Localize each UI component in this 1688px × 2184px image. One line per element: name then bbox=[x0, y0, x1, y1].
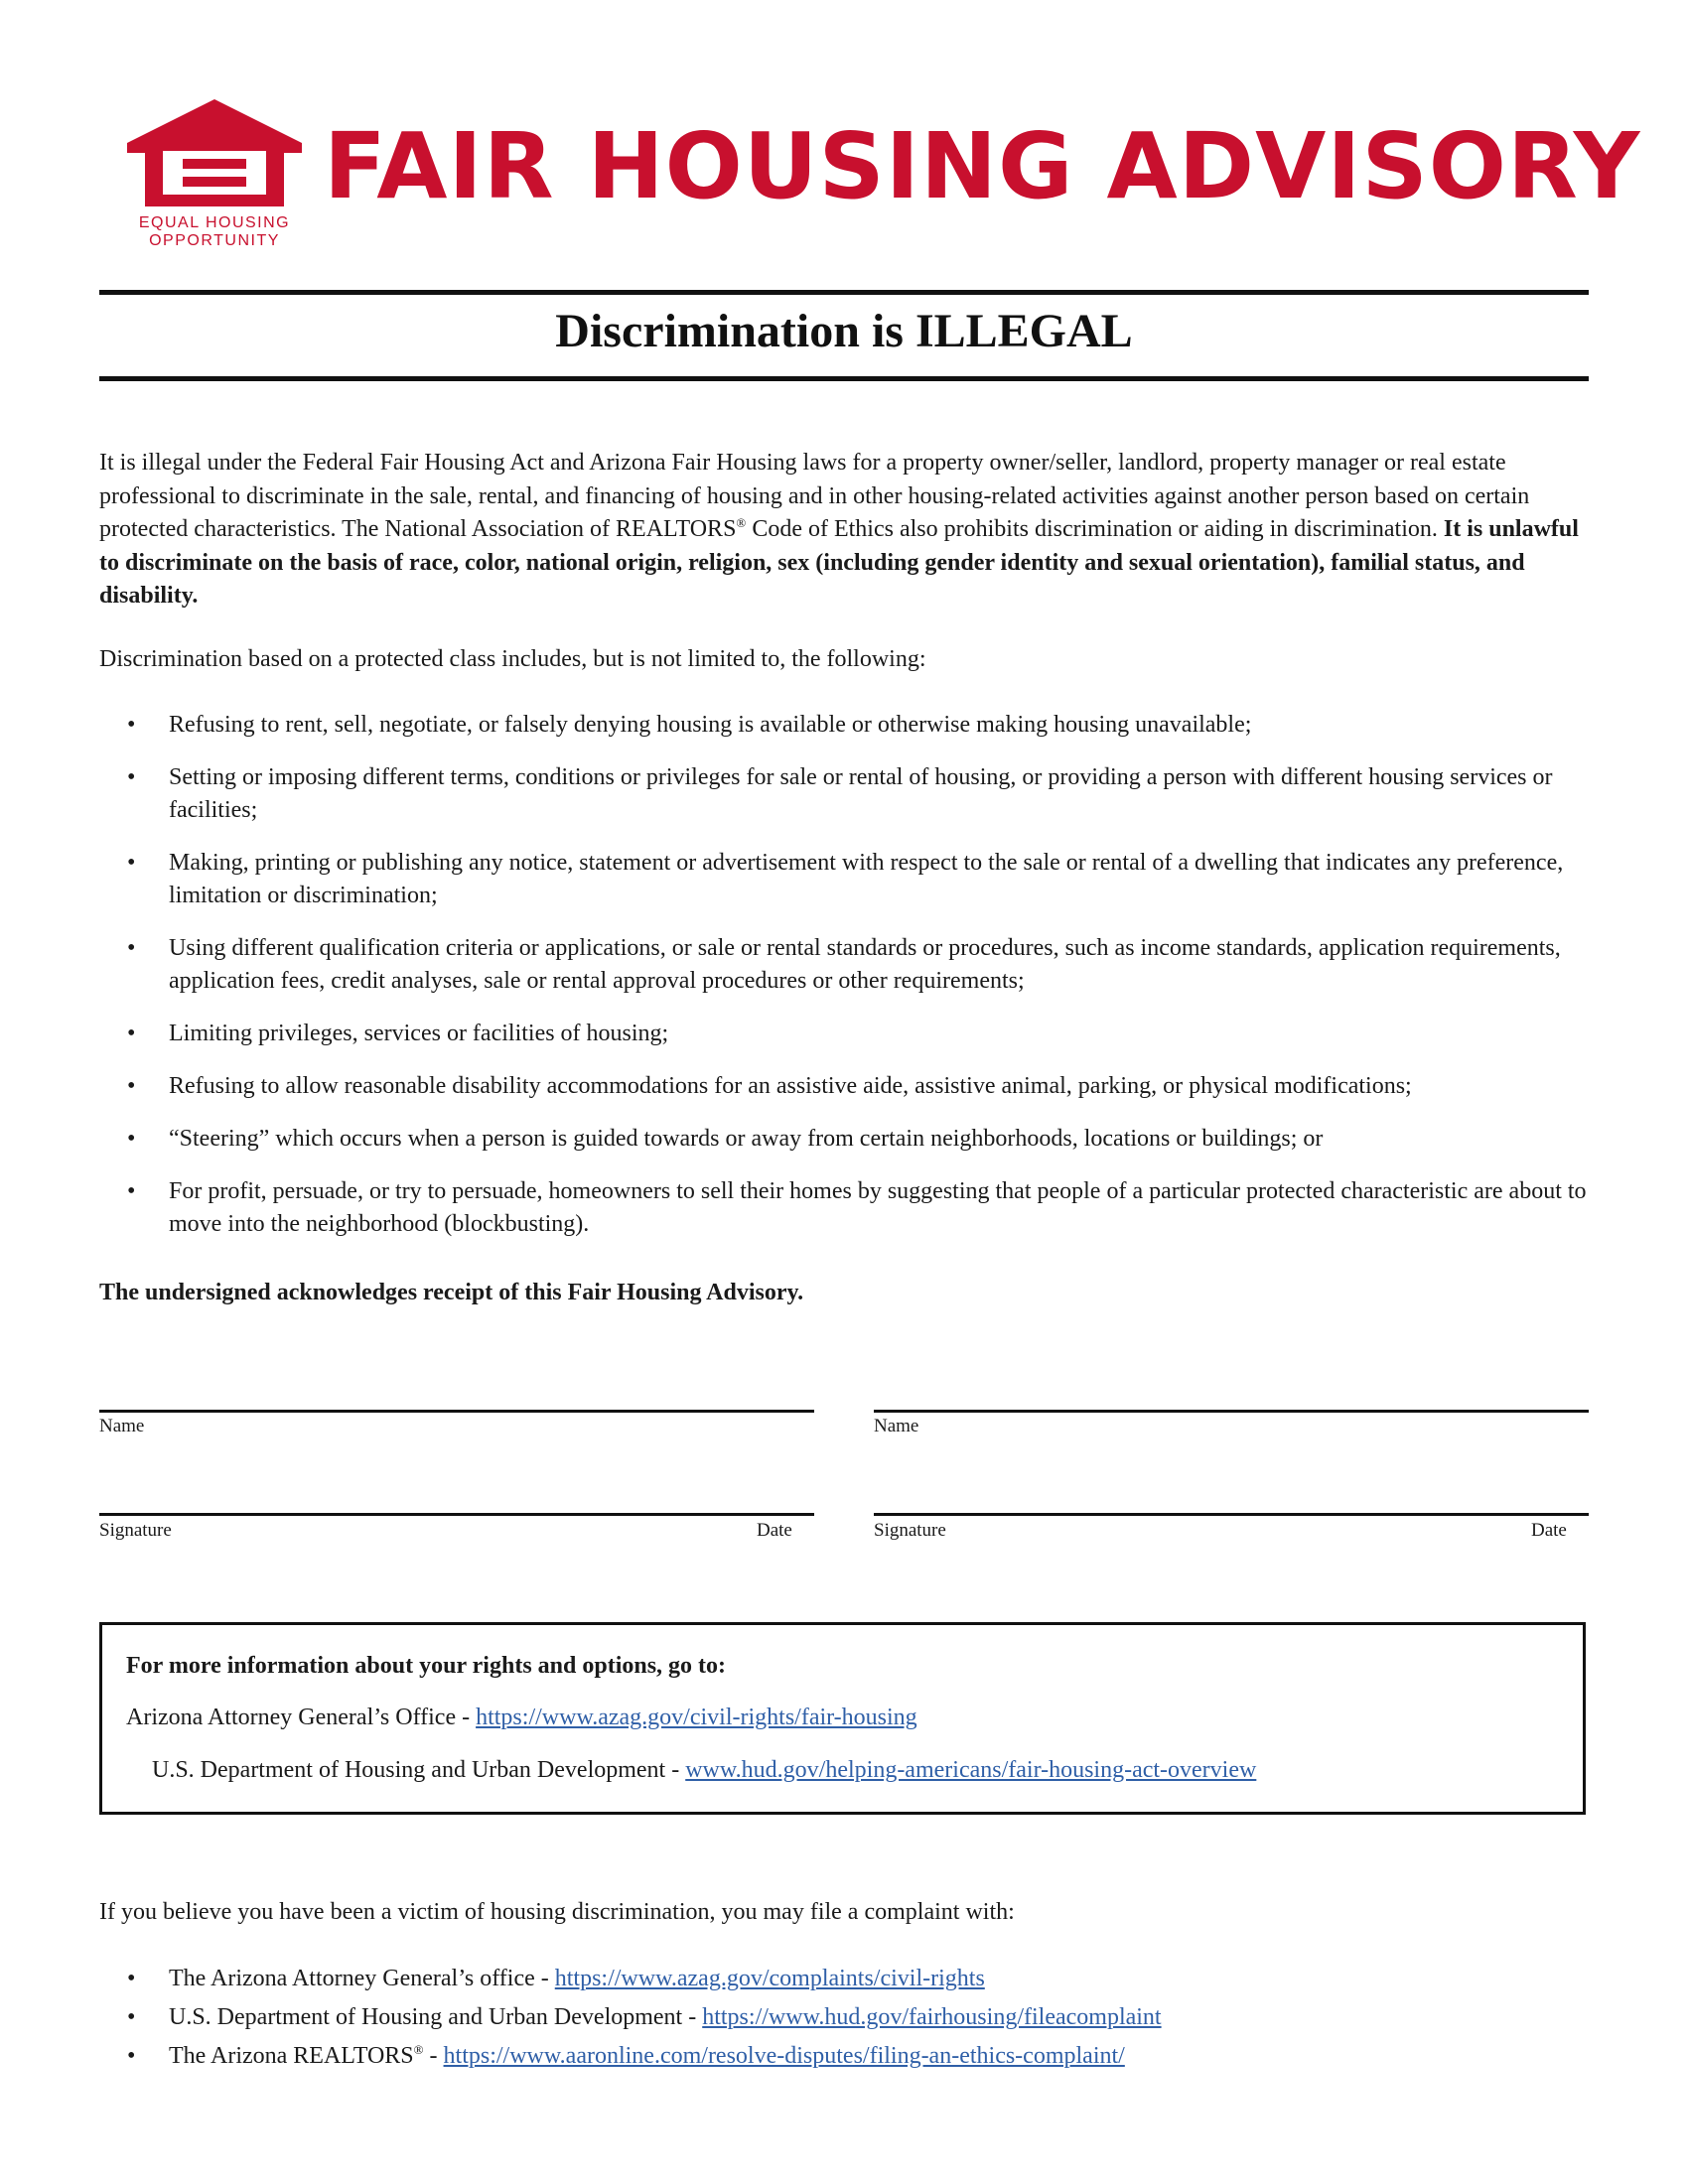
info-az-link[interactable]: https://www.azag.gov/civil-rights/fair-housing bbox=[476, 1705, 917, 1730]
complaint-label: U.S. Department of Housing and Urban Development - bbox=[169, 2004, 703, 2030]
info-az-label: Arizona Attorney General’s Office - bbox=[126, 1705, 477, 1730]
list-item bbox=[99, 1960, 1589, 1998]
page-title: Discrimination is ILLEGAL bbox=[555, 305, 1133, 357]
brand-title: FAIR HOUSING ADVISORY bbox=[324, 113, 1641, 219]
complaint-link[interactable]: https://www.aaronline.com/resolve-disputes/filing-an-ethics-complaint/ bbox=[443, 2043, 1125, 2069]
complaint-label-suffix: - bbox=[423, 2043, 444, 2069]
name-field-left[interactable] bbox=[99, 1410, 814, 1413]
list-item bbox=[99, 2037, 1589, 2076]
complaint-link[interactable]: https://www.hud.gov/fairhousing/fileacomplaint bbox=[702, 2004, 1162, 2030]
list-item: • For profit, persuade, or try to persuade, homeowners to sell their homes by suggesting that people of a particular protected characteristic are about to move into the neighborhood (blockbusting). bbox=[99, 1175, 1589, 1241]
info-az-line bbox=[126, 1703, 917, 1732]
list-item: • Refusing to allow reasonable disability accommodations for an assistive aide, assistive animal, parking, or physical modifications; bbox=[99, 1070, 1589, 1103]
date-label-left: Date bbox=[757, 1520, 792, 1541]
intro-text: It is illegal under the Federal Fair Housing Act and Arizona Fair Housing laws for a property owner/seller, landlord, property manager or real estate professional to discriminate in the sale, rental, and financing of housing and in other housing-related activities against another person based on certain protected characteristics. The National Association of REALTORS bbox=[99, 450, 1530, 542]
intro-text-continued: Code of Ethics also prohibits discrimination or aiding in discrimination. bbox=[746, 516, 1444, 542]
list-item: • Refusing to rent, sell, negotiate, or falsely denying housing is available or otherwise making housing unavailable; bbox=[99, 709, 1589, 742]
complaint-label: The Arizona REALTORS bbox=[169, 2043, 414, 2069]
name-field-right[interactable] bbox=[874, 1410, 1589, 1413]
signature-label-left: Signature bbox=[99, 1520, 172, 1541]
complaint-link[interactable]: https://www.azag.gov/complaints/civil-rights bbox=[554, 1966, 985, 1991]
complaint-label: The Arizona Attorney General’s office - bbox=[169, 1966, 555, 1991]
signature-field-right[interactable] bbox=[874, 1513, 1589, 1516]
equal-housing-logo bbox=[125, 95, 304, 264]
logo-text-line2: OPPORTUNITY bbox=[149, 232, 280, 249]
info-box-heading: For more information about your rights and options, go to: bbox=[126, 1653, 727, 1679]
name-label-right: Name bbox=[874, 1416, 919, 1436]
registered-mark: ® bbox=[736, 515, 747, 530]
title-rule-top bbox=[99, 290, 1589, 295]
list-item bbox=[99, 1998, 1589, 2037]
signature-field-left[interactable] bbox=[99, 1513, 814, 1516]
list-item: • Setting or imposing different terms, conditions or privileges for sale or rental of housing, or providing a person with different housing services or facilities; bbox=[99, 761, 1589, 827]
list-item: • Using different qualification criteria or applications, or sale or rental standards or procedures, such as income standards, application requirements, application fees, credit analyses, sale or rental approval procedures or other requirements; bbox=[99, 932, 1589, 998]
list-item: • Making, printing or publishing any notice, statement or advertisement with respect to the sale or rental of a dwelling that indicates any preference, limitation or discrimination; bbox=[99, 847, 1589, 912]
name-label-left: Name bbox=[99, 1416, 145, 1436]
complaint-list bbox=[99, 1960, 1589, 2076]
intro-paragraph bbox=[99, 447, 1589, 614]
house-icon bbox=[125, 95, 304, 214]
list-lead: Discrimination based on a protected class includes, but is not limited to, the following: bbox=[99, 646, 926, 672]
acknowledgment-text: The undersigned acknowledges receipt of this Fair Housing Advisory. bbox=[99, 1280, 804, 1305]
date-label-right: Date bbox=[1531, 1520, 1567, 1541]
discrimination-list bbox=[99, 709, 1589, 1261]
logo-text-line1: EQUAL HOUSING bbox=[138, 214, 291, 231]
info-hud-label: U.S. Department of Housing and Urban Development - bbox=[152, 1757, 686, 1783]
list-item: • “Steering” which occurs when a person is guided towards or away from certain neighborhoods, locations or buildings; or bbox=[99, 1123, 1589, 1156]
info-hud-line bbox=[152, 1755, 1256, 1785]
title-rule-bottom bbox=[99, 376, 1589, 381]
intro-bold-text: It is unlawful to discriminate on the basis of race, color, national origin, religion, sex (including gender identity and sexual orientation), familial status, and disability. bbox=[99, 516, 1579, 609]
info-box bbox=[99, 1622, 1586, 1815]
signature-label-right: Signature bbox=[874, 1520, 946, 1541]
complaint-lead: If you believe you have been a victim of housing discrimination, you may file a complaint with: bbox=[99, 1899, 1015, 1925]
header bbox=[125, 95, 1641, 264]
registered-mark: ® bbox=[413, 2042, 424, 2057]
info-hud-link[interactable]: www.hud.gov/helping-americans/fair-housing-act-overview bbox=[685, 1757, 1257, 1783]
document-page bbox=[99, 0, 1641, 2184]
list-item: • Limiting privileges, services or facilities of housing; bbox=[99, 1018, 1589, 1050]
